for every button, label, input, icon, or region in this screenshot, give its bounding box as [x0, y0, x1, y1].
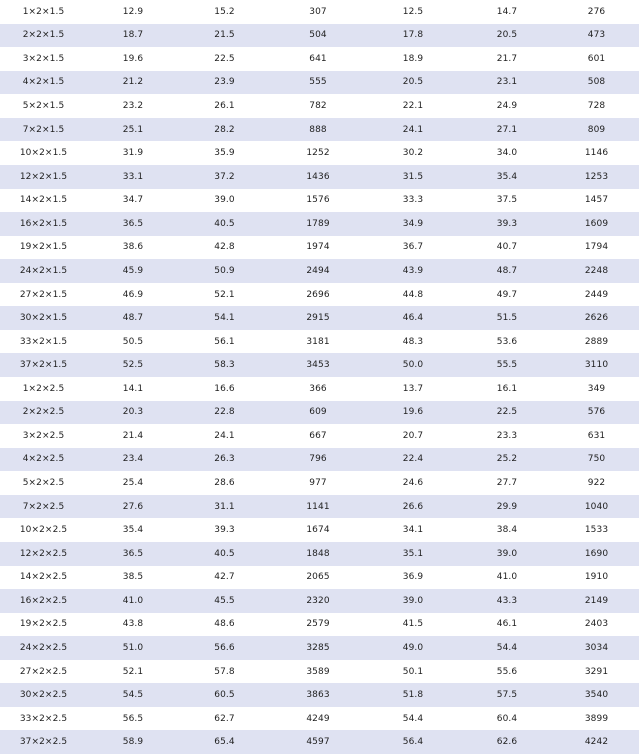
table-cell: 57.5	[496, 690, 518, 701]
table-cell: 48.7	[122, 313, 144, 324]
table-cell: 26.6	[402, 501, 424, 512]
table-cell: 48.3	[402, 336, 424, 347]
table-cell: 1533	[584, 525, 609, 536]
table-cell: 25.2	[496, 454, 518, 465]
table-cell: 31.9	[122, 148, 144, 159]
cable-spec-cell: 1×2×2.5	[22, 383, 65, 394]
table-row	[0, 566, 639, 590]
table-cell: 1974	[306, 242, 330, 253]
table-cell: 42.7	[214, 572, 235, 583]
table-cell: 4597	[306, 737, 330, 748]
table-cell: 1674	[306, 525, 330, 536]
table-cell: 18.7	[122, 30, 144, 41]
table-cell: 922	[587, 478, 606, 489]
table-row	[0, 518, 639, 542]
table-cell: 3863	[306, 690, 330, 701]
table-cell: 2149	[584, 595, 609, 606]
table-cell: 1690	[584, 548, 609, 559]
cable-spec-cell: 12×2×1.5	[19, 171, 68, 182]
table-cell: 22.5	[214, 53, 235, 64]
cable-spec-cell: 12×2×2.5	[19, 548, 68, 559]
table-cell: 3110	[584, 360, 609, 371]
table-row	[0, 424, 639, 448]
table-cell: 48.6	[214, 619, 235, 630]
table-cell: 23.1	[496, 77, 518, 88]
table-row	[0, 636, 639, 660]
cable-spec-cell: 30×2×1.5	[19, 313, 68, 324]
table-cell: 1910	[584, 572, 609, 583]
table-cell: 12.9	[122, 6, 144, 17]
table-row	[0, 495, 639, 519]
table-cell: 25.4	[122, 478, 144, 489]
table-cell: 15.2	[214, 6, 235, 17]
table-cell: 57.8	[214, 666, 235, 677]
table-cell: 46.4	[402, 313, 424, 324]
table-cell: 2248	[584, 265, 609, 276]
table-cell: 55.6	[496, 666, 518, 677]
table-cell: 56.5	[122, 713, 144, 724]
table-cell: 48.7	[496, 265, 518, 276]
table-row	[0, 47, 639, 71]
table-cell: 4249	[306, 713, 330, 724]
table-cell: 508	[587, 77, 606, 88]
table-cell: 3291	[584, 666, 609, 677]
table-cell: 36.9	[402, 572, 424, 583]
table-cell: 977	[309, 478, 327, 489]
table-cell: 809	[587, 124, 606, 135]
table-cell: 35.9	[214, 148, 235, 159]
cable-spec-cell: 4×2×1.5	[22, 77, 65, 88]
table-cell: 631	[587, 430, 606, 441]
table-cell: 39.0	[402, 595, 424, 606]
table-cell: 22.1	[402, 101, 424, 112]
table-cell: 23.4	[122, 454, 144, 465]
table-cell: 1789	[306, 218, 330, 229]
table-cell: 33.1	[122, 171, 144, 182]
table-cell: 25.1	[122, 124, 144, 135]
table-row	[0, 542, 639, 566]
table-cell: 65.4	[214, 737, 235, 748]
table-cell: 2915	[306, 313, 330, 324]
table-cell: 40.5	[214, 548, 235, 559]
table-cell: 53.6	[496, 336, 518, 347]
table-cell: 555	[309, 77, 327, 88]
cable-spec-cell: 14×2×1.5	[19, 195, 68, 206]
table-cell: 30.2	[402, 148, 424, 159]
table-cell: 13.7	[402, 383, 424, 394]
table-row	[0, 353, 639, 377]
table-cell: 1141	[306, 501, 330, 512]
table-cell: 50.5	[122, 336, 144, 347]
table-cell: 39.3	[214, 525, 235, 536]
cable-spec-cell: 27×2×1.5	[19, 289, 68, 300]
table-cell: 24.1	[214, 430, 235, 441]
table-cell: 52.5	[122, 360, 144, 371]
table-cell: 51.5	[496, 313, 518, 324]
table-row	[0, 660, 639, 684]
table-cell: 35.4	[496, 171, 518, 182]
table-cell: 1576	[306, 195, 330, 206]
table-cell: 58.3	[214, 360, 235, 371]
table-cell: 50.9	[214, 265, 235, 276]
table-cell: 22.5	[496, 407, 518, 418]
table-cell: 27.7	[496, 478, 518, 489]
table-cell: 36.7	[402, 242, 424, 253]
table-cell: 20.7	[402, 430, 424, 441]
table-cell: 1794	[584, 242, 609, 253]
table-cell: 3285	[306, 642, 330, 653]
table-cell: 782	[309, 101, 327, 112]
table-cell: 34.7	[122, 195, 144, 206]
table-cell: 46.1	[496, 619, 518, 630]
table-cell: 36.5	[122, 548, 144, 559]
table-cell: 21.2	[122, 77, 144, 88]
table-cell: 38.4	[496, 525, 518, 536]
table-cell: 33.3	[402, 195, 424, 206]
cable-spec-cell: 14×2×2.5	[19, 572, 68, 583]
cable-spec-cell: 16×2×1.5	[19, 218, 68, 229]
table-cell: 3540	[584, 690, 609, 701]
table-cell: 37.5	[496, 195, 518, 206]
table-cell: 2449	[584, 289, 609, 300]
table-row	[0, 683, 639, 707]
table-cell: 41.5	[402, 619, 424, 630]
table-cell: 54.5	[122, 690, 144, 701]
table-cell: 39.3	[496, 218, 518, 229]
table-cell: 49.0	[402, 642, 424, 653]
table-cell: 35.4	[122, 525, 144, 536]
table-cell: 55.5	[496, 360, 518, 371]
table-cell: 52.1	[122, 666, 144, 677]
table-cell: 28.6	[214, 478, 235, 489]
table-cell: 12.5	[402, 6, 424, 17]
table-cell: 60.4	[496, 713, 518, 724]
table-cell: 51.8	[402, 690, 424, 701]
table-cell: 20.5	[496, 30, 518, 41]
table-cell: 34.0	[496, 148, 518, 159]
table-cell: 56.6	[214, 642, 235, 653]
table-cell: 14.1	[122, 383, 144, 394]
table-cell: 36.5	[122, 218, 144, 229]
table-cell: 49.7	[496, 289, 518, 300]
cable-spec-cell: 37×2×2.5	[19, 737, 68, 748]
table-cell: 16.6	[214, 383, 235, 394]
table-cell: 19.6	[122, 53, 144, 64]
table-cell: 3453	[306, 360, 330, 371]
table-cell: 2889	[584, 336, 609, 347]
table-cell: 276	[587, 6, 606, 17]
table-cell: 23.3	[496, 430, 518, 441]
table-cell: 1848	[306, 548, 330, 559]
cable-spec-cell: 37×2×1.5	[19, 360, 68, 371]
table-cell: 54.4	[496, 642, 518, 653]
table-cell: 14.7	[496, 6, 518, 17]
table-cell: 3034	[584, 642, 609, 653]
table-cell: 2403	[584, 619, 609, 630]
table-cell: 21.4	[122, 430, 144, 441]
table-cell: 41.0	[496, 572, 518, 583]
table-cell: 42.8	[214, 242, 235, 253]
cable-spec-cell: 24×2×2.5	[19, 642, 68, 653]
table-cell: 1253	[584, 171, 609, 182]
table-cell: 29.9	[496, 501, 518, 512]
table-cell: 45.5	[214, 595, 235, 606]
table-cell: 1609	[584, 218, 609, 229]
table-cell: 601	[587, 53, 606, 64]
cable-spec-cell: 30×2×2.5	[19, 690, 68, 701]
table-cell: 504	[309, 30, 327, 41]
table-row	[0, 165, 639, 189]
table-cell: 52.1	[214, 289, 235, 300]
cable-spec-cell: 7×2×2.5	[22, 501, 65, 512]
table-cell: 23.2	[122, 101, 144, 112]
table-cell: 50.1	[402, 666, 424, 677]
table-cell: 888	[309, 124, 327, 135]
table-cell: 44.8	[402, 289, 424, 300]
table-row	[0, 730, 639, 754]
table-cell: 40.5	[214, 218, 235, 229]
table-cell: 34.1	[402, 525, 424, 536]
table-row	[0, 330, 639, 354]
table-cell: 23.9	[214, 77, 235, 88]
cable-spec-cell: 2×2×2.5	[22, 407, 65, 418]
cable-spec-cell: 33×2×1.5	[19, 336, 68, 347]
table-cell: 31.1	[214, 501, 235, 512]
table-cell: 17.8	[402, 30, 424, 41]
table-cell: 56.1	[214, 336, 235, 347]
table-cell: 43.8	[122, 619, 144, 630]
table-row	[0, 189, 639, 213]
table-cell: 24.9	[496, 101, 518, 112]
cable-spec-cell: 10×2×1.5	[19, 148, 68, 159]
table-row	[0, 589, 639, 613]
table-cell: 50.0	[402, 360, 424, 371]
table-cell: 22.4	[402, 454, 424, 465]
cable-spec-cell: 2×2×1.5	[22, 30, 65, 41]
table-cell: 3899	[584, 713, 609, 724]
table-row	[0, 377, 639, 401]
table-cell: 349	[587, 383, 606, 394]
cable-spec-cell: 4×2×2.5	[22, 454, 65, 465]
table-cell: 60.5	[214, 690, 235, 701]
table-cell: 26.1	[214, 101, 235, 112]
table-cell: 1040	[584, 501, 609, 512]
table-cell: 667	[309, 430, 327, 441]
table-cell: 2065	[306, 572, 330, 583]
table-cell: 39.0	[214, 195, 235, 206]
table-row	[0, 471, 639, 495]
table-cell: 3589	[306, 666, 330, 677]
table-cell: 366	[309, 383, 327, 394]
table-cell: 24.6	[402, 478, 424, 489]
table-row	[0, 306, 639, 330]
table-cell: 58.9	[122, 737, 144, 748]
cable-spec-cell: 7×2×1.5	[22, 124, 65, 135]
table-cell: 4242	[584, 737, 609, 748]
table-row	[0, 118, 639, 142]
table-cell: 2494	[306, 265, 330, 276]
table-cell: 796	[309, 454, 327, 465]
table-row	[0, 707, 639, 731]
table-cell: 43.3	[496, 595, 518, 606]
table-cell: 54.1	[214, 313, 235, 324]
table-cell: 473	[587, 30, 606, 41]
table-cell: 2626	[584, 313, 609, 324]
cable-spec-cell: 16×2×2.5	[19, 595, 68, 606]
table-cell: 2579	[306, 619, 330, 630]
table-cell: 1146	[584, 148, 609, 159]
table-row	[0, 448, 639, 472]
table-cell: 576	[587, 407, 606, 418]
table-cell: 728	[587, 101, 606, 112]
table-cell: 35.1	[402, 548, 424, 559]
cable-spec-cell: 1×2×1.5	[22, 6, 65, 17]
cable-spec-cell: 5×2×1.5	[22, 101, 65, 112]
table-row	[0, 141, 639, 165]
table-cell: 62.7	[214, 713, 235, 724]
table-cell: 26.3	[214, 454, 235, 465]
table-cell: 27.6	[122, 501, 144, 512]
table-cell: 18.9	[402, 53, 424, 64]
table-cell: 21.7	[496, 53, 518, 64]
table-cell: 750	[587, 454, 606, 465]
cable-spec-cell: 10×2×2.5	[19, 525, 68, 536]
table-row	[0, 24, 639, 48]
table-cell: 56.4	[402, 737, 424, 748]
table-cell: 34.9	[402, 218, 424, 229]
table-cell: 31.5	[402, 171, 424, 182]
table-row	[0, 259, 639, 283]
table-cell: 20.3	[122, 407, 144, 418]
table-row	[0, 212, 639, 236]
table-cell: 20.5	[402, 77, 424, 88]
table-row	[0, 613, 639, 637]
cable-spec-cell: 19×2×1.5	[19, 242, 68, 253]
table-cell: 19.6	[402, 407, 424, 418]
table-row	[0, 236, 639, 260]
table-cell: 1457	[584, 195, 609, 206]
table-cell: 24.1	[402, 124, 424, 135]
cable-spec-cell: 3×2×1.5	[22, 53, 65, 64]
table-cell: 2696	[306, 289, 330, 300]
table-cell: 62.6	[496, 737, 518, 748]
table-row	[0, 283, 639, 307]
table-cell: 43.9	[402, 265, 424, 276]
table-cell: 3181	[306, 336, 330, 347]
table-cell: 1436	[306, 171, 330, 182]
table-cell: 307	[309, 6, 327, 17]
cable-spec-cell: 5×2×2.5	[22, 478, 65, 489]
table-cell: 21.5	[214, 30, 235, 41]
table-cell: 51.0	[122, 642, 144, 653]
table-row	[0, 94, 639, 118]
table-cell: 641	[309, 53, 327, 64]
table-cell: 37.2	[214, 171, 235, 182]
table-cell: 54.4	[402, 713, 424, 724]
cable-spec-cell: 3×2×2.5	[22, 430, 65, 441]
table-cell: 22.8	[214, 407, 235, 418]
table-cell: 27.1	[496, 124, 518, 135]
table-cell: 45.9	[122, 265, 144, 276]
table-cell: 41.0	[122, 595, 144, 606]
table-cell: 28.2	[214, 124, 235, 135]
table-row	[0, 401, 639, 425]
table-cell: 38.5	[122, 572, 144, 583]
table-cell: 16.1	[496, 383, 518, 394]
cable-spec-cell: 19×2×2.5	[19, 619, 68, 630]
table-row	[0, 71, 639, 95]
cable-spec-cell: 27×2×2.5	[19, 666, 68, 677]
table-cell: 609	[309, 407, 327, 418]
table-cell: 38.6	[122, 242, 144, 253]
table-cell: 40.7	[496, 242, 518, 253]
table-cell: 46.9	[122, 289, 144, 300]
cable-spec-cell: 33×2×2.5	[19, 713, 68, 724]
table-cell: 2320	[306, 595, 330, 606]
table-cell: 1252	[306, 148, 330, 159]
cable-spec-cell: 24×2×1.5	[19, 265, 68, 276]
table-row	[0, 0, 639, 24]
table-cell: 39.0	[496, 548, 518, 559]
